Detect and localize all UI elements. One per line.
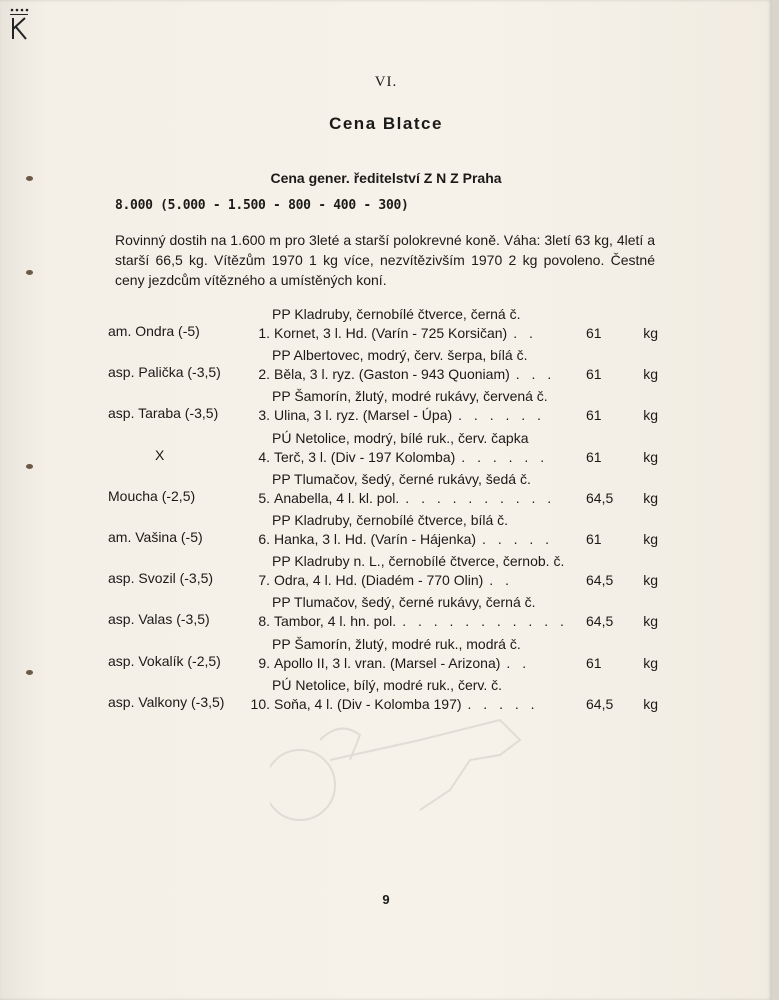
- weight-unit: kg: [643, 613, 658, 630]
- start-number: 3.: [258, 407, 270, 424]
- owner-colors: PP Albertovec, modrý, červ. šerpa, bílá č.: [272, 347, 528, 364]
- jockey: am. Ondra (-5): [108, 323, 200, 339]
- start-number: 10.: [250, 695, 270, 712]
- horse-weight: 64,5: [586, 613, 614, 630]
- horse-name: Odra, 4 l. Hd. (Diadém - 770 Olin): [274, 572, 484, 589]
- horse-line: [248, 572, 658, 588]
- owner-colors: PP Šamorín, žlutý, modré ruk., modrá č.: [272, 635, 521, 652]
- weight-unit: kg: [643, 530, 658, 547]
- leader-dots: . . .: [515, 366, 556, 383]
- horse-line: [248, 449, 658, 465]
- horse-weight: 61: [586, 407, 602, 424]
- weight-unit: kg: [643, 366, 658, 383]
- horse-line: [248, 366, 658, 382]
- horse-line: [248, 490, 658, 506]
- horse-name: Tambor, 4 l. hn. pol.: [274, 613, 397, 630]
- horse-weight: 61: [586, 654, 602, 671]
- jockey: Moucha (-2,5): [108, 487, 196, 504]
- start-number: 9.: [258, 654, 270, 671]
- horse-weight: 61: [586, 366, 602, 383]
- owner-colors: PP Kladruby, černobílé čtverce, černá č.: [272, 306, 521, 322]
- race-title: Cena Blatce: [329, 114, 443, 133]
- entry-row: [0, 512, 772, 553]
- horse-name: Soňa, 4 l. (Div - Kolomba 197): [274, 695, 462, 712]
- entry-row: [0, 388, 772, 429]
- jockey: asp. Svozil (-3,5): [108, 570, 214, 587]
- library-stamp-logo: [8, 6, 30, 42]
- chapter-number: VI.: [374, 74, 398, 90]
- entry-row: [0, 471, 772, 512]
- leader-dots: . .: [506, 654, 531, 671]
- horse-line: [248, 531, 658, 547]
- prize-money: 8.000 (5.000 - 1.500 - 800 - 400 - 300): [115, 198, 409, 213]
- entry-row: [0, 636, 772, 677]
- entry-row: [0, 430, 772, 471]
- jockey: am. Vašina (-5): [108, 528, 203, 545]
- leader-dots: . . . . . .: [458, 407, 545, 424]
- entry-row: [0, 677, 772, 718]
- start-number: 4.: [258, 448, 270, 465]
- jockey: asp. Taraba (-3,5): [108, 405, 219, 422]
- owner-colors: PP Kladruby n. L., černobílé čtverce, černob. č.: [272, 553, 565, 570]
- jockey: asp. Valas (-3,5): [108, 611, 210, 628]
- page-number: 9: [382, 892, 390, 907]
- entry-row: [0, 553, 772, 594]
- horse-name: Ulina, 3 l. ryz. (Marsel - Úpa): [274, 407, 453, 424]
- horse-weight: 61: [586, 448, 602, 465]
- owner-colors: PÚ Netolice, bílý, modré ruk., červ. č.: [272, 676, 503, 693]
- weight-unit: kg: [643, 407, 658, 424]
- horse-name: Hanka, 3 l. Hd. (Varín - Hájenka): [274, 530, 477, 547]
- horse-weight: 64,5: [586, 572, 614, 589]
- weight-unit: kg: [643, 572, 658, 589]
- horse-line: [248, 613, 658, 629]
- start-number: 6.: [258, 530, 270, 547]
- leader-dots: . . . . . . . . . .: [405, 489, 556, 506]
- owner-colors: PP Kladruby, černobílé čtverce, bílá č.: [272, 511, 509, 528]
- horse-name: Terč, 3 l. (Div - 197 Kolomba): [274, 448, 456, 465]
- horse-weight: 61: [586, 325, 602, 341]
- start-number: 1.: [258, 325, 270, 341]
- leader-dots: . . . . .: [482, 530, 554, 547]
- weight-unit: kg: [643, 448, 658, 465]
- horse-line: [248, 655, 658, 671]
- horse-name: Kornet, 3 l. Hd. (Varín - 725 Korsičan): [274, 325, 508, 341]
- owner-colors: PP Tlumačov, šedý, černé rukávy, šedá č.: [272, 470, 531, 487]
- jockey: asp. Palička (-3,5): [108, 364, 221, 381]
- leader-dots: . . . . .: [467, 695, 539, 712]
- entry-row: [0, 306, 772, 347]
- horse-line: [248, 325, 658, 341]
- owner-colors: PP Šamorín, žlutý, modré rukávy, červená č.: [272, 388, 548, 405]
- leader-dots: . . . . . . . . . . .: [402, 613, 568, 630]
- horse-weight: 61: [586, 530, 602, 547]
- start-number: 7.: [258, 572, 270, 589]
- bleed-through-sulky-illustration: [270, 700, 530, 830]
- weight-unit: kg: [643, 654, 658, 671]
- horse-line: [248, 696, 658, 712]
- binding-hole: [26, 270, 33, 275]
- leader-dots: . .: [513, 325, 537, 341]
- start-number: 5.: [258, 489, 270, 506]
- leader-dots: . . . . . .: [461, 448, 549, 465]
- entry-row: [0, 594, 772, 635]
- horse-weight: 64,5: [586, 489, 614, 506]
- weight-unit: kg: [643, 695, 658, 712]
- horse-name: Anabella, 4 l. kl. pol.: [274, 489, 400, 506]
- horse-name: Apollo II, 3 l. vran. (Marsel - Arizona): [274, 654, 501, 671]
- prize-sponsor: Cena gener. ředitelství Z N Z Praha: [270, 170, 502, 186]
- start-number: 8.: [258, 613, 270, 630]
- owner-colors: PP Tlumačov, šedý, černé rukávy, černá č.: [272, 594, 536, 611]
- weight-unit: kg: [643, 325, 658, 341]
- owner-colors: PÚ Netolice, modrý, bílé ruk., červ. čapka: [272, 429, 529, 446]
- leader-dots: . .: [489, 572, 513, 589]
- entry-row: [0, 347, 772, 388]
- horse-line: [248, 407, 658, 423]
- horse-weight: 64,5: [586, 695, 614, 712]
- horse-name: Běla, 3 l. ryz. (Gaston - 943 Quoniam): [274, 366, 510, 383]
- jockey: asp. Vokalík (-2,5): [108, 652, 221, 669]
- jockey: X: [155, 446, 165, 463]
- weight-unit: kg: [643, 489, 658, 506]
- start-number: 2.: [258, 366, 270, 383]
- jockey: asp. Valkony (-3,5): [108, 693, 225, 710]
- race-conditions: Rovinný dostih na 1.600 m pro 3leté a starší polokrevné koně. Váha: 3letí 63 kg, 4letí a starší 66,5 kg. Vítězům 1970 1 kg více, nezvítězivším 1970 2 kg povoleno. Čestné ceny jezdcům vítězného a umístěných koní.: [115, 232, 655, 288]
- entries-list: [0, 306, 772, 718]
